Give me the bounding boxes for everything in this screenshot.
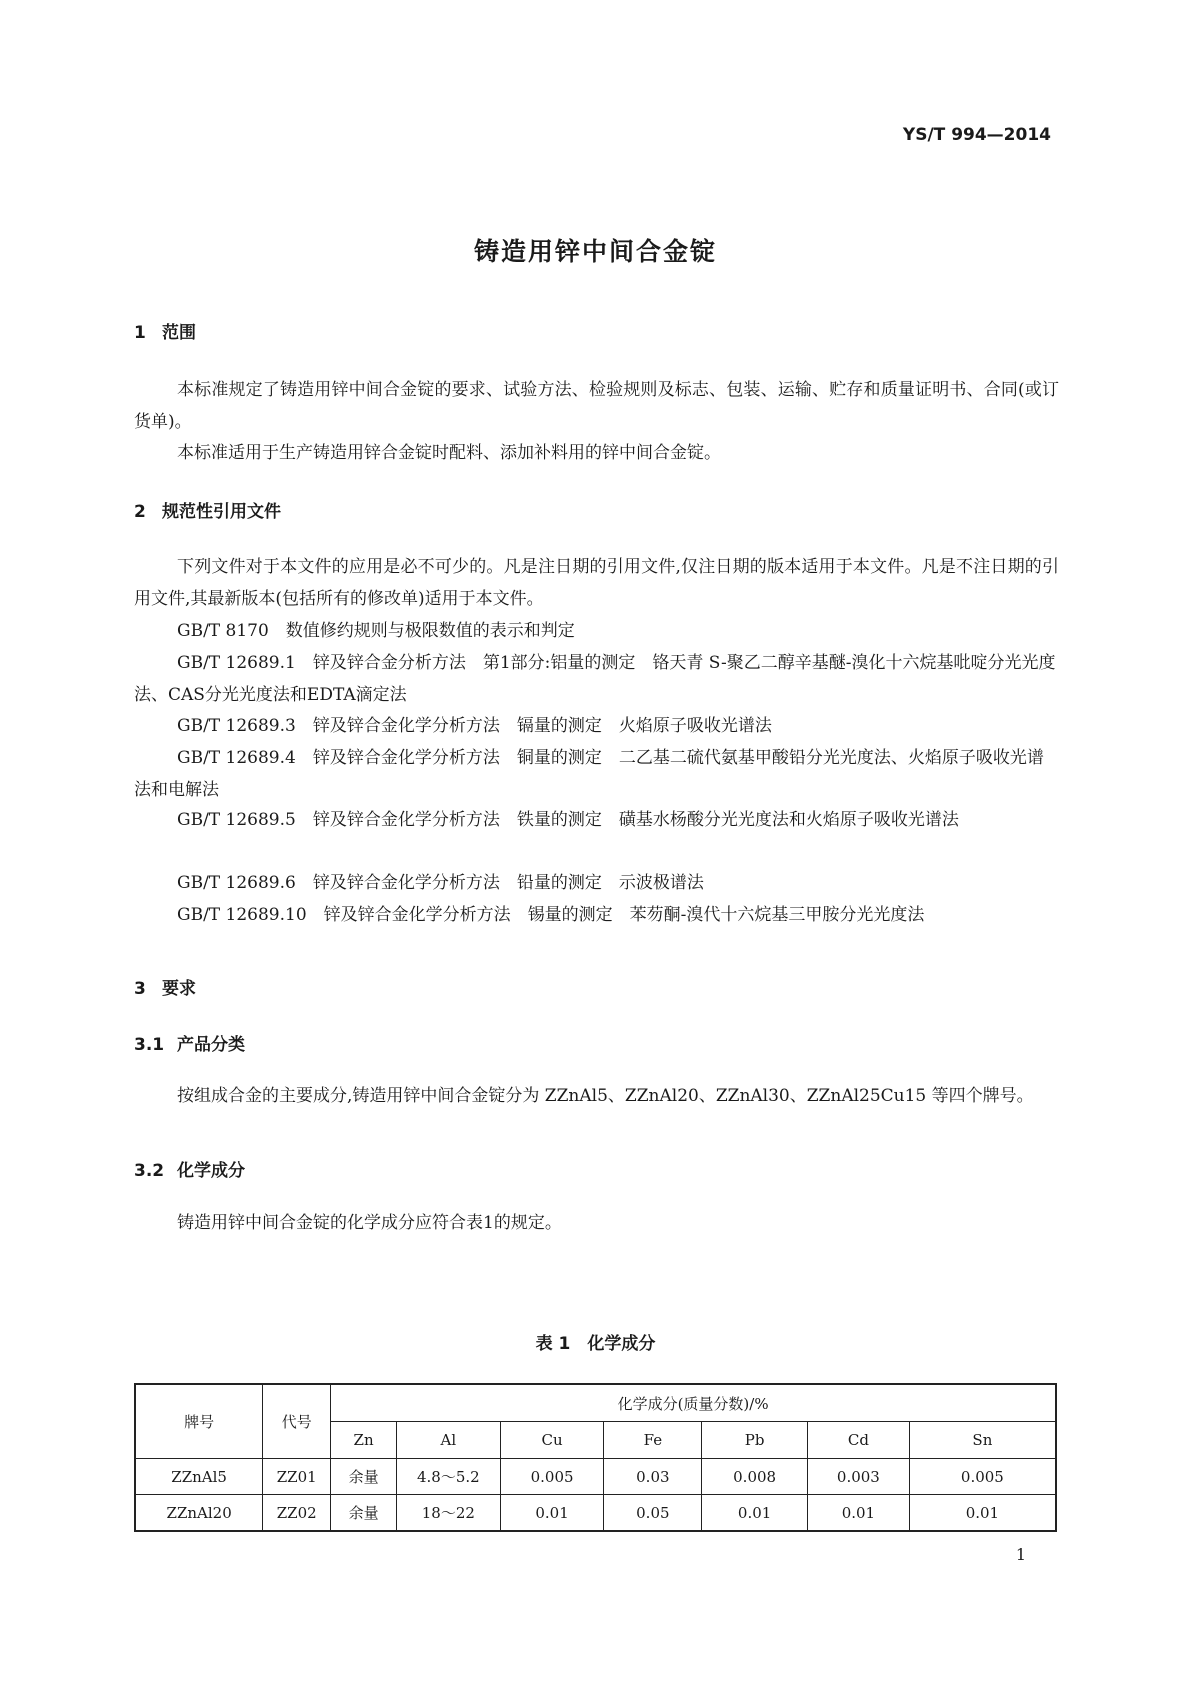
section-number: 2 — [134, 502, 146, 522]
header-element: Cu — [500, 1422, 604, 1459]
table-row — [135, 1495, 1056, 1532]
header-element: Sn — [909, 1422, 1056, 1459]
section-3-heading — [134, 974, 196, 999]
page-number: 1 — [1015, 1545, 1026, 1564]
header-element: Al — [396, 1422, 500, 1459]
reference-item: GB/T 12689.4 锌及锌合金化学分析方法 铜量的测定 二乙基二硫代氨基甲酸铅分光光度法、火焰原子吸收光谱法和电解法 — [134, 748, 1044, 800]
cell-value: 0.005 — [909, 1459, 1056, 1495]
paragraph: 本标准规定了铸造用锌中间合金锭的要求、试验方法、检验规则及标志、包装、运输、贮存和质量证明书、合同(或订货单)。 — [134, 380, 1059, 432]
header-element: Cd — [808, 1422, 910, 1459]
cell-grade: ZZnAl20 — [135, 1495, 263, 1532]
reference-item: GB/T 12689.1 锌及锌合金分析方法 第1部分:铝量的测定 铬天青 S-聚乙二醇辛基醚-溴化十六烷基吡啶分光光度法、CAS分光光度法和EDTA滴定法 — [134, 653, 1056, 705]
reference-item: GB/T 12689.6 锌及锌合金化学分析方法 铅量的测定 示波极谱法 — [177, 873, 704, 893]
section-number: 1 — [134, 323, 146, 343]
paragraph: 本标准适用于生产铸造用锌合金锭时配料、添加补料用的锌中间合金锭。 — [177, 443, 721, 463]
section-3-1-heading — [134, 1030, 245, 1055]
section-title: 要求 — [162, 979, 196, 999]
cell-value: 余量 — [331, 1459, 397, 1495]
section-title: 化学成分 — [177, 1161, 245, 1181]
section-3-2-heading — [134, 1156, 245, 1181]
section-title: 产品分类 — [177, 1035, 245, 1055]
paragraph: 按组成合金的主要成分,铸造用锌中间合金锭分为 ZZnAl5、ZZnAl20、ZZnAl30、ZZnAl25Cu15 等四个牌号。 — [177, 1086, 1034, 1106]
section-number: 3 — [134, 979, 146, 999]
section-2-heading — [134, 497, 281, 522]
section-title: 范围 — [162, 323, 196, 343]
reference-item: GB/T 8170 数值修约规则与极限数值的表示和判定 — [177, 621, 575, 641]
cell-value: 18～22 — [396, 1495, 500, 1532]
reference-item: GB/T 12689.5 锌及锌合金化学分析方法 铁量的测定 磺基水杨酸分光光度法和火焰原子吸收光谱法 — [177, 810, 959, 830]
cell-value: 0.01 — [500, 1495, 604, 1532]
section-number: 3.1 — [134, 1035, 165, 1055]
header-element: Zn — [331, 1422, 397, 1459]
section-number: 3.2 — [134, 1161, 165, 1181]
header-code: 代号 — [263, 1384, 331, 1459]
cell-code: ZZ01 — [263, 1459, 331, 1495]
table-caption: 表 1 化学成分 — [535, 1334, 656, 1354]
cell-value: 0.003 — [808, 1459, 910, 1495]
table-row — [135, 1459, 1056, 1495]
standard-code: YS/T 994—2014 — [902, 125, 1051, 145]
cell-value: 4.8～5.2 — [396, 1459, 500, 1495]
reference-item: GB/T 12689.3 锌及锌合金化学分析方法 镉量的测定 火焰原子吸收光谱法 — [177, 716, 772, 736]
section-title: 规范性引用文件 — [162, 502, 281, 522]
paragraph: 铸造用锌中间合金锭的化学成分应符合表1的规定。 — [177, 1213, 562, 1233]
cell-grade: ZZnAl5 — [135, 1459, 263, 1495]
cell-code: ZZ02 — [263, 1495, 331, 1532]
cell-value: 0.05 — [604, 1495, 702, 1532]
header-element: Fe — [604, 1422, 702, 1459]
cell-value: 0.01 — [909, 1495, 1056, 1532]
header-element: Pb — [702, 1422, 808, 1459]
cell-value: 0.005 — [500, 1459, 604, 1495]
cell-value: 0.008 — [702, 1459, 808, 1495]
document-title: 铸造用锌中间合金锭 — [473, 237, 717, 266]
chemical-composition-table — [134, 1383, 1057, 1532]
cell-value: 0.01 — [702, 1495, 808, 1532]
cell-value: 0.03 — [604, 1459, 702, 1495]
section-1-heading — [134, 318, 196, 343]
cell-value: 余量 — [331, 1495, 397, 1532]
header-composition: 化学成分(质量分数)/% — [331, 1384, 1056, 1422]
reference-item: GB/T 12689.10 锌及锌合金化学分析方法 锡量的测定 苯芴酮-溴代十六烷基三甲胺分光光度法 — [177, 905, 925, 925]
paragraph: 下列文件对于本文件的应用是必不可少的。凡是注日期的引用文件,仅注日期的版本适用于本文件。凡是不注日期的引用文件,其最新版本(包括所有的修改单)适用于本文件。 — [134, 557, 1059, 609]
cell-value: 0.01 — [808, 1495, 910, 1532]
header-grade: 牌号 — [135, 1384, 263, 1459]
